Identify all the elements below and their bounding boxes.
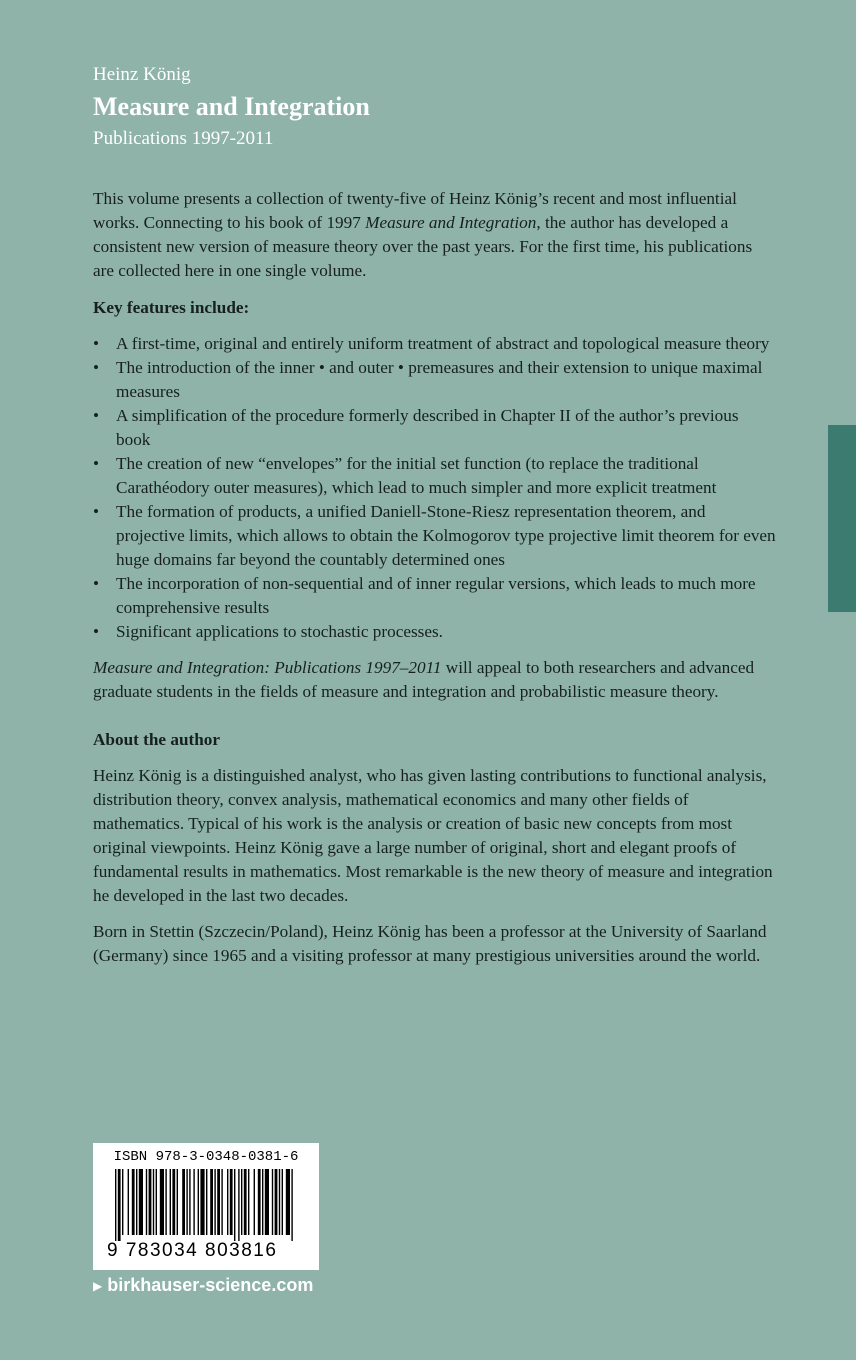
barcode-bar: [244, 1169, 247, 1235]
barcode-bar: [128, 1169, 129, 1235]
barcode-bar: [139, 1169, 143, 1235]
list-item: [93, 404, 777, 452]
bullet-icon: •: [93, 454, 100, 473]
publisher-url: birkhauser-science.com: [107, 1275, 314, 1295]
barcode-bar: [118, 1169, 121, 1241]
feature-text: A first-time, original and entirely uniform treatment of abstract and topological measure theory: [116, 334, 770, 353]
appeal-book-title: Measure and Integration: Publications 1997–2011: [93, 658, 442, 677]
barcode-bar: [258, 1169, 261, 1235]
barcode-bar: [115, 1169, 116, 1241]
book-subtitle: Publications 1997-2011: [93, 128, 274, 149]
barcode-bar: [238, 1169, 239, 1241]
intro-text-1: This volume presents a collection of twenty-five of Heinz König’s recent and most influential works. Connecting to his book of 1997: [93, 189, 737, 232]
barcode-bar: [227, 1169, 228, 1235]
intro-book-title: Measure and Integration: [365, 213, 537, 232]
bullet-icon: •: [93, 574, 100, 593]
barcode-bar: [132, 1169, 135, 1235]
list-item: [93, 620, 777, 644]
list-item: [93, 572, 777, 620]
barcode-digits: 9 783034 803816: [107, 1240, 278, 1261]
barcode-bar: [170, 1169, 171, 1235]
barcode-bar: [272, 1169, 273, 1235]
feature-text: The incorporation of non-sequential and of inner regular versions, which leads to much more comprehensive results: [116, 574, 756, 617]
feature-text: A simplification of the procedure formerly described in Chapter II of the author’s previous book: [116, 406, 739, 449]
barcode-bar: [234, 1169, 235, 1241]
feature-text: The introduction of the inner • and outer • premeasures and their extension to unique maximal measures: [116, 358, 763, 401]
bullet-icon: •: [93, 334, 100, 353]
barcode-bar: [177, 1169, 178, 1235]
barcode-bar: [230, 1169, 233, 1235]
bullet-icon: •: [93, 622, 100, 641]
book-title: Measure and Integration: [93, 92, 370, 121]
barcode-bar: [200, 1169, 204, 1235]
barcode-bar: [165, 1169, 166, 1235]
back-cover-text: [93, 62, 777, 968]
barcode-bar: [248, 1169, 249, 1235]
barcode-bar: [149, 1169, 152, 1235]
bullet-icon: •: [93, 358, 100, 377]
bullet-icon: •: [93, 502, 100, 521]
barcode-bar: [262, 1169, 263, 1235]
barcode-bar: [156, 1169, 157, 1235]
barcode-bar: [291, 1169, 292, 1241]
barcode-bar: [254, 1169, 255, 1235]
list-item: [93, 452, 777, 500]
author-name: Heinz König: [93, 64, 191, 85]
barcode-bar: [214, 1169, 215, 1235]
barcode-bar: [210, 1169, 213, 1235]
author-bio: Heinz König is a distinguished analyst, who has given lasting contributions to functional analysis, distribution theory, convex analysis, mathematical economics and many other fields of mathematics. Typical of his work is the analysis or creation of basic new concepts from most original viewpoints. Heinz König gave a large number of original, short and elegant proofs of fundamental results in mathematics. Most remarkable is the new theory of measure and integration he developed in the last two decades.: [93, 766, 773, 905]
feature-text: The creation of new “envelopes” for the initial set function (to replace the traditional Carathéodory outer measures), which lead to much simpler and more explicit treatment: [116, 454, 717, 497]
barcode-bar: [146, 1169, 147, 1235]
appeal-text: will appeal to both researchers and advanced graduate students in the fields of measure and integration and probabilistic measure theory.: [93, 658, 755, 701]
bullet-icon: •: [93, 406, 100, 425]
barcode-bar: [286, 1169, 290, 1235]
author-born: Born in Stettin (Szczecin/Poland), Heinz König has been a professor at the University of Saarland (Germany) since 1965 and a visiting professor at many prestigious universities around the world.: [93, 922, 767, 965]
barcode-bar: [279, 1169, 280, 1235]
barcode-bar: [153, 1169, 154, 1235]
feature-text: Significant applications to stochastic processes.: [116, 622, 443, 641]
barcode-bar: [217, 1169, 220, 1235]
arrow-right-icon: ▶: [93, 1278, 103, 1293]
appeal-paragraph: [93, 656, 777, 704]
list-item: [93, 332, 777, 356]
barcode-bar: [172, 1169, 175, 1235]
barcode-bar: [186, 1169, 187, 1235]
barcode-bars: [115, 1169, 295, 1241]
barcode-bar: [241, 1169, 242, 1235]
key-features-list: [93, 332, 777, 644]
barcode-bar: [282, 1169, 283, 1235]
side-color-tab: [828, 425, 856, 612]
barcode-bar: [189, 1169, 190, 1235]
barcode-bar: [136, 1169, 137, 1235]
barcode-bar: [206, 1169, 207, 1235]
barcode-bar: [221, 1169, 222, 1235]
list-item: [93, 500, 777, 572]
barcode-bar: [265, 1169, 269, 1235]
publisher-link[interactable]: [93, 1275, 313, 1296]
intro-paragraph: [93, 187, 777, 283]
list-item: [93, 356, 777, 404]
intro-text-2: , the author has developed a consistent new version of measure theory over the past years. For the first time, his publications are collected here in one single volume.: [93, 213, 753, 280]
barcode: [93, 1143, 319, 1270]
about-author-heading: About the author: [93, 730, 221, 749]
barcode-bar: [198, 1169, 199, 1235]
barcode-bar: [122, 1169, 123, 1235]
barcode-bar: [275, 1169, 278, 1235]
barcode-bar: [182, 1169, 185, 1235]
barcode-bar: [193, 1169, 194, 1235]
key-features-heading: Key features include:: [93, 298, 250, 317]
feature-text: The formation of products, a unified Daniell-Stone-Riesz representation theorem, and projective limits, which allows to obtain the Kolmogorov type projective limit theorem for even huge domains far beyond the countably determined ones: [116, 502, 776, 569]
barcode-bar: [160, 1169, 164, 1235]
isbn-label: ISBN 978-3-0348-0381-6: [113, 1149, 299, 1165]
